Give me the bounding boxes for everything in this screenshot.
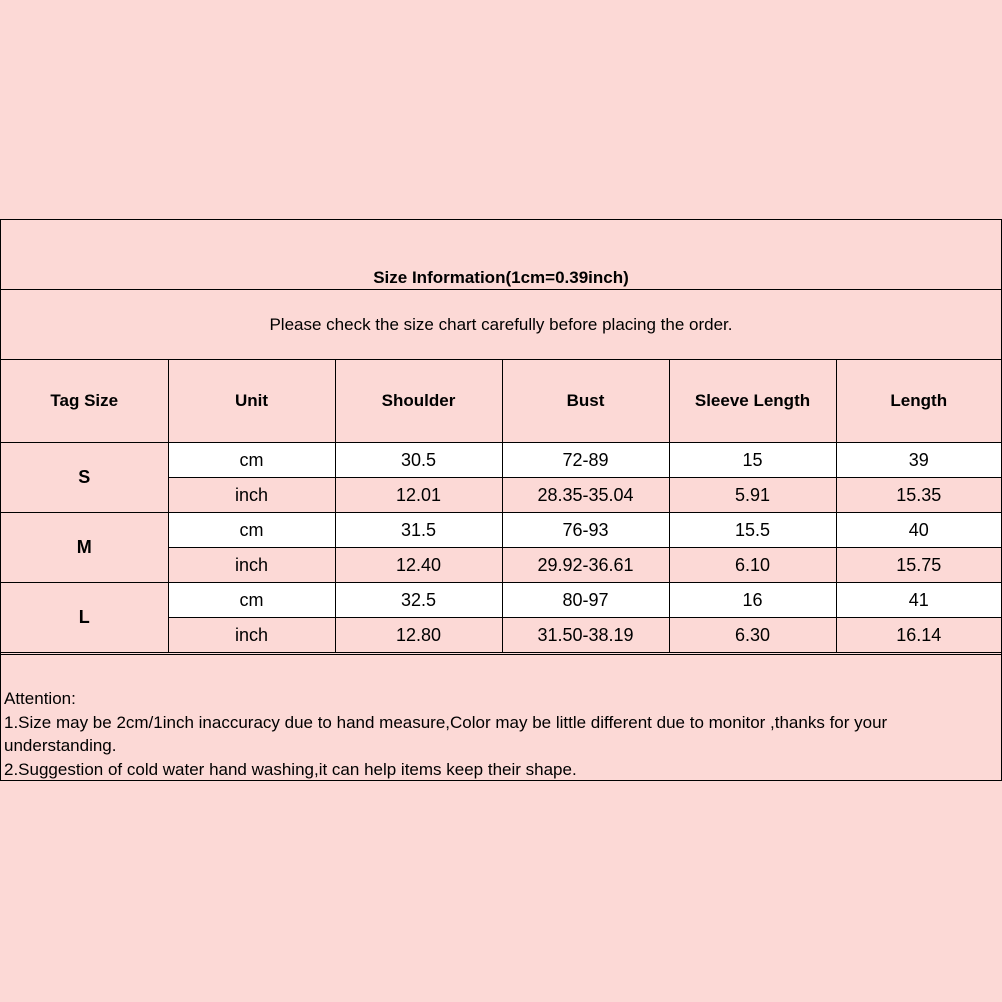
sleeve-cell: 6.10 <box>669 548 836 583</box>
unit-cell: inch <box>168 618 335 653</box>
length-cell: 16.14 <box>836 618 1001 653</box>
size-chart <box>0 219 1002 781</box>
sleeve-cell: 15.5 <box>669 513 836 548</box>
header-length: Length <box>836 360 1001 443</box>
title-band <box>1 220 1001 290</box>
shoulder-cell: 12.80 <box>335 618 502 653</box>
bust-cell: 80-97 <box>502 583 669 618</box>
shoulder-cell: 31.5 <box>335 513 502 548</box>
attention-text <box>4 687 981 781</box>
table-row <box>1 513 1001 548</box>
length-cell: 15.75 <box>836 548 1001 583</box>
bust-cell: 76-93 <box>502 513 669 548</box>
shoulder-cell: 12.01 <box>335 478 502 513</box>
header-bust: Bust <box>502 360 669 443</box>
unit-cell: cm <box>168 513 335 548</box>
length-cell: 40 <box>836 513 1001 548</box>
header-shoulder: Shoulder <box>335 360 502 443</box>
unit-cell: cm <box>168 443 335 478</box>
length-cell: 39 <box>836 443 1001 478</box>
table-row <box>1 583 1001 618</box>
shoulder-cell: 32.5 <box>335 583 502 618</box>
shoulder-cell: 30.5 <box>335 443 502 478</box>
size-table <box>1 360 1001 653</box>
bust-cell: 31.50-38.19 <box>502 618 669 653</box>
attention-heading: Attention: <box>4 689 76 708</box>
header-row <box>1 360 1001 443</box>
bust-cell: 28.35-35.04 <box>502 478 669 513</box>
sleeve-cell: 15 <box>669 443 836 478</box>
tag-size-cell: M <box>1 513 168 583</box>
tag-size-cell: L <box>1 583 168 653</box>
attention-line-1: 1.Size may be 2cm/1inch inaccuracy due to hand measure,Color may be little different due to monitor ,thanks for your understanding. <box>4 712 888 755</box>
header-sleeve-length: Sleeve Length <box>669 360 836 443</box>
table-row <box>1 443 1001 478</box>
chart-note: Please check the size chart carefully before placing the order. <box>269 315 733 334</box>
sleeve-cell: 6.30 <box>669 618 836 653</box>
sleeve-cell: 5.91 <box>669 478 836 513</box>
attention-section <box>1 654 1001 781</box>
length-cell: 41 <box>836 583 1001 618</box>
sleeve-cell: 16 <box>669 583 836 618</box>
bust-cell: 72-89 <box>502 443 669 478</box>
bust-cell: 29.92-36.61 <box>502 548 669 583</box>
shoulder-cell: 12.40 <box>335 548 502 583</box>
unit-cell: cm <box>168 583 335 618</box>
unit-cell: inch <box>168 478 335 513</box>
unit-cell: inch <box>168 548 335 583</box>
header-unit: Unit <box>168 360 335 443</box>
note-band <box>1 290 1001 360</box>
attention-line-2: 2.Suggestion of cold water hand washing,it can help items keep their shape. <box>4 759 577 779</box>
header-tag-size: Tag Size <box>1 360 168 443</box>
chart-title: Size Information(1cm=0.39inch) <box>373 268 629 287</box>
length-cell: 15.35 <box>836 478 1001 513</box>
tag-size-cell: S <box>1 443 168 513</box>
